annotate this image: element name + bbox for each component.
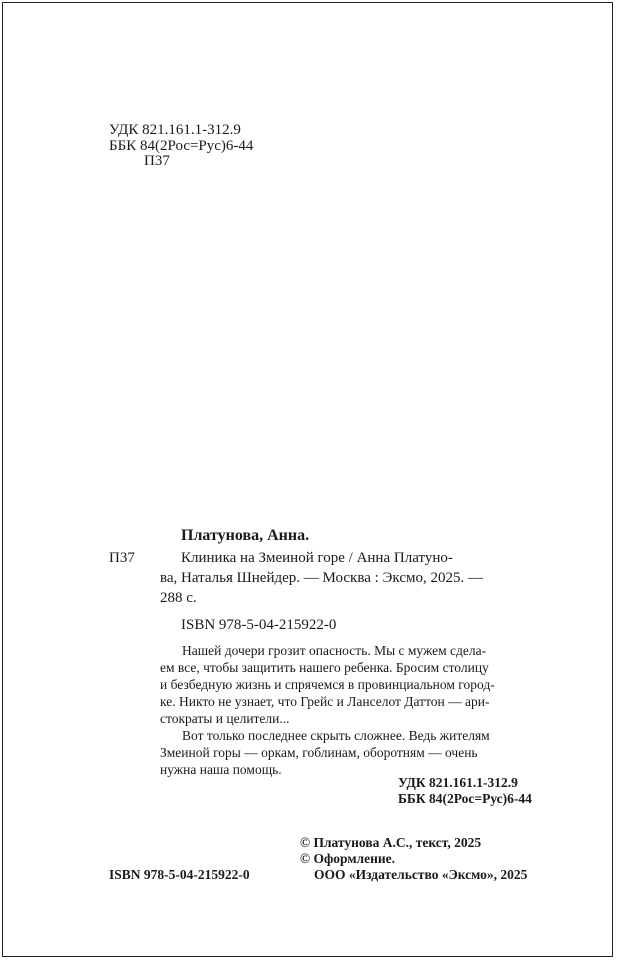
title-line-3: 288 с. bbox=[160, 590, 197, 606]
annotation-line-2: ем все, чтобы защитить нашего ребенка. Бросим столицу bbox=[160, 660, 489, 675]
title-line-1: Клиника на Змеиной горе / Анна Платуно- bbox=[181, 550, 453, 566]
title-line-2: ва, Наталья Шнейдер. — Москва : Эксмо, 2025. — bbox=[160, 570, 483, 586]
annotation-line-1: Нашей дочери грозит опасность. Мы с мужем сдела- bbox=[182, 643, 487, 658]
copyright-design: © Оформление. bbox=[300, 851, 396, 866]
annotation-line-3: и безбедную жизнь и спрячемся в провинциальном город- bbox=[160, 677, 495, 692]
copyright-text: © Платунова А.С., текст, 2025 bbox=[300, 835, 482, 850]
copyright-publisher: ООО «Издательство «Эксмо», 2025 bbox=[314, 867, 528, 882]
annotation-line-4: ке. Никто не узнает, что Грейс и Ланселот Даттон — ари- bbox=[160, 694, 490, 709]
annotation-line-5: стократы и целители... bbox=[160, 711, 290, 726]
bbk-top: ББК 84(2Рос=Рус)6-44 bbox=[109, 138, 254, 154]
author-mark-entry: П37 bbox=[109, 550, 135, 566]
page-border bbox=[2, 2, 613, 957]
author-mark-top: П37 bbox=[144, 153, 170, 169]
annotation-line-8: нужна наша помощь. bbox=[160, 762, 282, 777]
isbn-entry: ISBN 978-5-04-215922-0 bbox=[181, 617, 337, 633]
bbk-bottom: ББК 84(2Рос=Рус)6-44 bbox=[398, 791, 532, 806]
udk-top: УДК 821.161.1-312.9 bbox=[109, 122, 241, 138]
udk-bottom: УДК 821.161.1-312.9 bbox=[398, 775, 518, 790]
annotation-line-7: Змеиной горы — оркам, гоблинам, оборотням — очень bbox=[160, 745, 478, 760]
isbn-bottom: ISBN 978-5-04-215922-0 bbox=[109, 867, 250, 882]
annotation-line-6: Вот только последнее скрыть сложнее. Ведь жителям bbox=[182, 728, 490, 743]
author-heading: Платунова, Анна. bbox=[181, 527, 310, 544]
